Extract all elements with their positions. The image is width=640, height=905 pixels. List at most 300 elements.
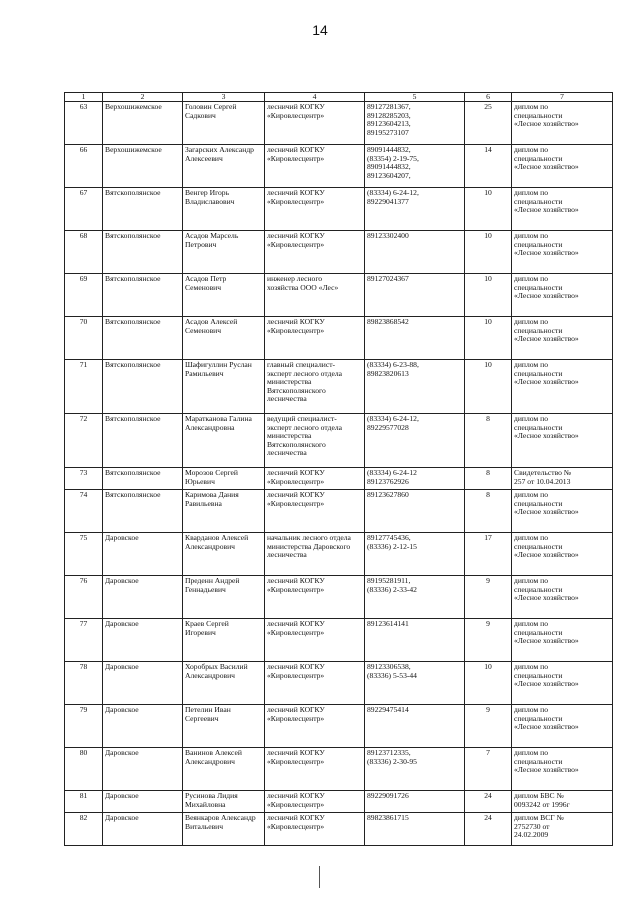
position-cell — [265, 188, 365, 231]
phone-cell-line: 89123627860 — [367, 490, 409, 499]
position-cell — [265, 576, 365, 619]
education-cell-line: диплом по — [514, 576, 548, 585]
education-cell-line: «Лесное хозяйство» — [514, 334, 579, 344]
position-cell-line: лесничий КОГКУ — [267, 576, 325, 585]
education-cell-line: диплом по — [514, 619, 548, 628]
education-cell-line: 0093242 от 1996г — [514, 799, 570, 809]
phone-cell-line: 89123302400 — [367, 231, 409, 240]
phone-cell-line: 89195281911, — [367, 576, 411, 585]
education-cell-line: «Лесное хозяйство» — [514, 377, 579, 387]
position-cell — [265, 533, 365, 576]
employee-name-cell-line: Петрович — [185, 239, 217, 249]
education-cell — [512, 813, 613, 846]
position-cell-line: «Кировлесцентр» — [267, 153, 325, 163]
district-cell: Вятскополянское — [103, 360, 183, 414]
forest-staff-table — [64, 92, 613, 846]
education-cell-line: 24.02.2009 — [514, 830, 549, 840]
table-row — [65, 576, 613, 619]
column-header: 4 — [265, 93, 365, 102]
scan-mark — [319, 866, 320, 888]
phone-cell — [365, 619, 465, 662]
phone-cell-line: 89091444832, — [367, 145, 411, 154]
position-cell-line: «Кировлесцентр» — [267, 670, 325, 680]
position-cell-line: лесничий КОГКУ — [267, 791, 325, 800]
phone-cell — [365, 705, 465, 748]
table-row — [65, 188, 613, 231]
employee-name-cell — [183, 576, 265, 619]
district-cell: Вятскополянское — [103, 317, 183, 360]
phone-cell-line: (83334) 6-23-88, — [367, 360, 419, 369]
position-cell — [265, 360, 365, 414]
education-cell-line: «Лесное хозяйство» — [514, 636, 579, 646]
position-cell-line: лесничий КОГКУ — [267, 813, 325, 822]
education-cell — [512, 274, 613, 317]
position-cell — [265, 102, 365, 145]
experience-cell: 10 — [465, 231, 512, 274]
experience-cell: 24 — [465, 791, 512, 813]
phone-cell — [365, 274, 465, 317]
position-cell-line: лесничества — [267, 394, 307, 404]
phone-cell-line: 89123604207, — [367, 170, 411, 180]
position-cell-line: эксперт лесного отдела — [267, 422, 342, 432]
education-cell-line: диплом по — [514, 533, 548, 542]
education-cell-line: «Лесное хозяйство» — [514, 291, 579, 301]
employee-name-cell-line: Шафигуллин Руслан — [185, 360, 252, 369]
district-cell: Вятскополянское — [103, 188, 183, 231]
education-cell-line: «Лесное хозяйство» — [514, 507, 579, 517]
education-cell-line: специальности — [514, 541, 563, 551]
education-cell-line: специальности — [514, 756, 563, 766]
district-cell: Верхошижемское — [103, 102, 183, 145]
table-row — [65, 145, 613, 188]
position-cell-line: лесничий КОГКУ — [267, 188, 325, 197]
position-cell-line: лесничий КОГКУ — [267, 468, 325, 477]
position-cell-line: лесничий КОГКУ — [267, 619, 325, 628]
employee-name-cell-line: Рамильевич — [185, 368, 224, 378]
phone-cell — [365, 360, 465, 414]
phone-cell-line: 89229041377 — [367, 196, 409, 206]
table-row — [65, 533, 613, 576]
district-cell: Даровское — [103, 791, 183, 813]
employee-name-cell-line: Асадов Петр — [185, 274, 227, 283]
district-cell: Даровское — [103, 576, 183, 619]
education-cell-line: «Лесное хозяйство» — [514, 248, 579, 258]
position-cell-line: эксперт лесного отдела — [267, 368, 342, 378]
phone-cell-line: (83334) 6-24-12, — [367, 414, 419, 423]
position-cell-line: «Кировлесцентр» — [267, 239, 325, 249]
employee-name-cell — [183, 748, 265, 791]
phone-cell-line: 89123762926 — [367, 476, 409, 486]
table-row — [65, 317, 613, 360]
table-row — [65, 231, 613, 274]
position-cell-line: «Кировлесцентр» — [267, 476, 325, 486]
experience-cell: 9 — [465, 619, 512, 662]
phone-cell — [365, 468, 465, 490]
position-cell-line: министерства — [267, 431, 312, 441]
district-cell: Даровское — [103, 533, 183, 576]
education-cell-line: специальности — [514, 498, 563, 508]
position-cell-line: «Кировлесцентр» — [267, 799, 325, 809]
education-cell — [512, 748, 613, 791]
phone-cell-line: (83336) 2-33-42 — [367, 584, 417, 594]
education-cell-line: диплом по — [514, 317, 548, 326]
position-cell-line: лесничий КОГКУ — [267, 145, 325, 154]
experience-cell: 7 — [465, 748, 512, 791]
table-row — [65, 274, 613, 317]
employee-name-cell-line: Александрович — [185, 541, 235, 551]
phone-cell — [365, 662, 465, 705]
education-cell-line: диплом по — [514, 414, 548, 423]
district-cell: Даровское — [103, 748, 183, 791]
employee-name-cell — [183, 102, 265, 145]
education-cell — [512, 662, 613, 705]
row-number: 71 — [65, 360, 103, 414]
education-cell-line: «Лесное хозяйство» — [514, 679, 579, 689]
employee-name-cell — [183, 619, 265, 662]
experience-cell: 8 — [465, 414, 512, 468]
employee-name-cell-line: Геннадьевич — [185, 584, 226, 594]
education-cell — [512, 360, 613, 414]
education-cell-line: «Лесное хозяйство» — [514, 431, 579, 441]
phone-cell-line: 89229577028 — [367, 422, 409, 432]
table-row — [65, 490, 613, 533]
position-cell-line: лесничий КОГКУ — [267, 705, 325, 714]
phone-cell-line: 89823820613 — [367, 368, 409, 378]
district-cell: Даровское — [103, 662, 183, 705]
experience-cell: 10 — [465, 188, 512, 231]
employee-name-cell — [183, 490, 265, 533]
table-row — [65, 619, 613, 662]
position-cell-line: «Кировлесцентр» — [267, 196, 325, 206]
table-row — [65, 791, 613, 813]
experience-cell: 10 — [465, 662, 512, 705]
employee-name-cell-line: Ванинов Алексей — [185, 748, 242, 757]
education-cell-line: специальности — [514, 153, 563, 163]
phone-cell-line: 89091444832, — [367, 162, 411, 172]
phone-cell-line: (83336) 2-12-15 — [367, 541, 417, 551]
position-cell-line: Вятскополянского — [267, 385, 326, 395]
position-cell-line: «Кировлесцентр» — [267, 110, 325, 120]
position-cell — [265, 813, 365, 846]
row-number: 67 — [65, 188, 103, 231]
position-cell-line: Вятскополянского — [267, 439, 326, 449]
education-cell-line: диплом по — [514, 748, 548, 757]
table-row — [65, 748, 613, 791]
employee-name-cell — [183, 533, 265, 576]
education-cell-line: диплом по — [514, 274, 548, 283]
position-cell — [265, 490, 365, 533]
education-cell-line: диплом по — [514, 360, 548, 369]
education-cell-line: специальности — [514, 422, 563, 432]
position-cell-line: лесничий КОГКУ — [267, 317, 325, 326]
employee-name-cell-line: Русинова Лидия — [185, 791, 238, 800]
phone-cell-line: 89123712335, — [367, 748, 411, 757]
employee-name-cell-line: Юрьевич — [185, 476, 215, 486]
row-number: 79 — [65, 705, 103, 748]
position-cell-line: хозяйства ООО «Лес» — [267, 282, 339, 292]
row-number: 70 — [65, 317, 103, 360]
position-cell-line: главный специалист- — [267, 360, 336, 369]
education-cell-line: специальности — [514, 282, 563, 292]
district-cell: Даровское — [103, 619, 183, 662]
employee-name-cell-line: Александрович — [185, 756, 235, 766]
row-number: 63 — [65, 102, 103, 145]
employee-name-cell-line: Преденн Андрей — [185, 576, 240, 585]
position-cell — [265, 619, 365, 662]
position-cell-line: «Кировлесцентр» — [267, 821, 325, 831]
employee-name-cell-line: Краев Сергей — [185, 619, 229, 628]
education-cell — [512, 468, 613, 490]
education-cell-line: диплом БВС № — [514, 791, 564, 800]
employee-name-cell-line: Равильевна — [185, 498, 222, 508]
education-cell-line: Свидетельство № — [514, 468, 572, 477]
position-cell-line: лесничества — [267, 550, 307, 560]
employee-name-cell-line: Веянкаров Александр — [185, 813, 256, 822]
education-cell-line: «Лесное хозяйство» — [514, 550, 579, 560]
education-cell — [512, 188, 613, 231]
experience-cell: 9 — [465, 576, 512, 619]
education-cell-line: специальности — [514, 713, 563, 723]
column-header: 7 — [512, 93, 613, 102]
district-cell: Вятскополянское — [103, 274, 183, 317]
education-cell-line: специальности — [514, 239, 563, 249]
employee-name-cell-line: Каримова Дания — [185, 490, 239, 499]
employee-name-cell-line: Алексеевич — [185, 153, 223, 163]
experience-cell: 8 — [465, 468, 512, 490]
row-number: 76 — [65, 576, 103, 619]
position-cell-line: министерства — [267, 377, 312, 387]
phone-cell-line: 89127281367, — [367, 102, 411, 111]
row-number: 69 — [65, 274, 103, 317]
position-cell-line: лесничий КОГКУ — [267, 662, 325, 671]
district-cell: Даровское — [103, 813, 183, 846]
phone-cell-line: 89123306538, — [367, 662, 411, 671]
position-cell-line: министерства Даровского — [267, 541, 351, 551]
experience-cell: 17 — [465, 533, 512, 576]
phone-cell — [365, 145, 465, 188]
employee-name-cell-line: Семенович — [185, 325, 222, 335]
employee-name-cell-line: Маратканова Галина — [185, 414, 252, 423]
phone-cell-line: (83354) 2-19-75, — [367, 153, 419, 163]
phone-cell-line: 89127024367 — [367, 274, 409, 283]
district-cell: Вятскополянское — [103, 231, 183, 274]
phone-cell — [365, 576, 465, 619]
position-cell-line: «Кировлесцентр» — [267, 498, 325, 508]
education-cell-line: специальности — [514, 196, 563, 206]
row-number: 73 — [65, 468, 103, 490]
row-number: 74 — [65, 490, 103, 533]
education-cell-line: специальности — [514, 325, 563, 335]
row-number: 77 — [65, 619, 103, 662]
phone-cell-line: 89123614141 — [367, 619, 409, 628]
phone-cell — [365, 791, 465, 813]
district-cell: Вятскополянское — [103, 468, 183, 490]
education-cell — [512, 102, 613, 145]
position-cell-line: «Кировлесцентр» — [267, 627, 325, 637]
employee-name-cell-line: Головин Сергей — [185, 102, 237, 111]
employee-name-cell — [183, 813, 265, 846]
education-cell — [512, 490, 613, 533]
education-cell-line: специальности — [514, 584, 563, 594]
experience-cell: 10 — [465, 360, 512, 414]
education-cell-line: 257 от 10.04.2013 — [514, 476, 571, 486]
phone-cell-line: 89123604213, — [367, 119, 411, 129]
employee-name-cell-line: Петелин Иван — [185, 705, 231, 714]
position-cell — [265, 705, 365, 748]
employee-name-cell-line: Михайловна — [185, 799, 226, 809]
row-number: 82 — [65, 813, 103, 846]
phone-cell-line: (83336) 5-53-44 — [367, 670, 417, 680]
column-header: 6 — [465, 93, 512, 102]
position-cell-line: «Кировлесцентр» — [267, 325, 325, 335]
education-cell — [512, 705, 613, 748]
education-cell-line: специальности — [514, 627, 563, 637]
employee-name-cell — [183, 791, 265, 813]
position-cell-line: лесничий КОГКУ — [267, 748, 325, 757]
experience-cell: 14 — [465, 145, 512, 188]
education-cell-line: диплом по — [514, 490, 548, 499]
education-cell-line: диплом ВСГ № — [514, 813, 564, 822]
education-cell — [512, 619, 613, 662]
phone-cell-line: (83336) 2-30-95 — [367, 756, 417, 766]
row-number: 81 — [65, 791, 103, 813]
employee-name-cell-line: Сергеевич — [185, 713, 219, 723]
employee-name-cell-line: Садкович — [185, 110, 216, 120]
table-row — [65, 813, 613, 846]
experience-cell: 10 — [465, 317, 512, 360]
education-cell-line: «Лесное хозяйство» — [514, 593, 579, 603]
position-cell-line: лесничий КОГКУ — [267, 490, 325, 499]
employee-name-cell-line: Игоревич — [185, 627, 216, 637]
position-cell-line: лесничества — [267, 448, 307, 458]
education-cell — [512, 231, 613, 274]
phone-cell-line: 89229475414 — [367, 705, 409, 714]
row-number: 80 — [65, 748, 103, 791]
employee-name-cell — [183, 188, 265, 231]
table-row — [65, 414, 613, 468]
education-cell-line: «Лесное хозяйство» — [514, 765, 579, 775]
position-cell-line: «Кировлесцентр» — [267, 713, 325, 723]
table-row — [65, 468, 613, 490]
education-cell-line: диплом по — [514, 231, 548, 240]
table-row — [65, 360, 613, 414]
row-number: 78 — [65, 662, 103, 705]
employee-name-cell-line: Кварданов Алексей — [185, 533, 249, 542]
experience-cell: 8 — [465, 490, 512, 533]
education-cell-line: «Лесное хозяйство» — [514, 722, 579, 732]
education-cell — [512, 414, 613, 468]
phone-cell — [365, 102, 465, 145]
education-cell — [512, 791, 613, 813]
education-cell-line: диплом по — [514, 662, 548, 671]
employee-name-cell — [183, 468, 265, 490]
position-cell — [265, 274, 365, 317]
education-cell-line: «Лесное хозяйство» — [514, 119, 579, 129]
position-cell-line: начальник лесного отдела — [267, 533, 351, 542]
column-header: 1 — [65, 93, 103, 102]
table-body — [65, 102, 613, 846]
phone-cell-line: (83334) 6-24-12 — [367, 468, 417, 477]
row-number: 72 — [65, 414, 103, 468]
table-row — [65, 705, 613, 748]
employee-name-cell-line: Морозов Сергей — [185, 468, 238, 477]
phone-cell — [365, 231, 465, 274]
district-cell: Вятскополянское — [103, 414, 183, 468]
employee-name-cell — [183, 662, 265, 705]
position-cell-line: «Кировлесцентр» — [267, 756, 325, 766]
position-cell — [265, 317, 365, 360]
experience-cell: 24 — [465, 813, 512, 846]
phone-cell — [365, 533, 465, 576]
table-row — [65, 662, 613, 705]
education-cell-line: «Лесное хозяйство» — [514, 205, 579, 215]
employee-name-cell — [183, 360, 265, 414]
education-cell-line: специальности — [514, 110, 563, 120]
position-cell — [265, 468, 365, 490]
phone-cell — [365, 813, 465, 846]
employee-name-cell-line: Витальевич — [185, 821, 224, 831]
position-cell — [265, 662, 365, 705]
position-cell — [265, 791, 365, 813]
education-cell-line: диплом по — [514, 102, 548, 111]
row-number: 68 — [65, 231, 103, 274]
position-cell — [265, 748, 365, 791]
header-row — [65, 93, 613, 102]
education-cell-line: специальности — [514, 368, 563, 378]
employee-name-cell-line: Венгер Игорь — [185, 188, 230, 197]
education-cell — [512, 145, 613, 188]
page-number: 14 — [312, 22, 328, 38]
phone-cell — [365, 490, 465, 533]
education-cell — [512, 317, 613, 360]
position-cell-line: ведущий специалист- — [267, 414, 337, 423]
phone-cell-line: 89127745436, — [367, 533, 411, 542]
phone-cell-line: 89823868542 — [367, 317, 409, 326]
column-header: 2 — [103, 93, 183, 102]
district-cell: Вятскополянское — [103, 490, 183, 533]
education-cell-line: диплом по — [514, 145, 548, 154]
phone-cell — [365, 414, 465, 468]
phone-cell-line: 89195273107 — [367, 127, 409, 137]
education-cell-line: 2752730 от — [514, 821, 550, 831]
employee-name-cell — [183, 231, 265, 274]
position-cell-line: лесничий КОГКУ — [267, 231, 325, 240]
experience-cell: 10 — [465, 274, 512, 317]
education-cell-line: диплом по — [514, 705, 548, 714]
row-number: 66 — [65, 145, 103, 188]
employee-name-cell-line: Асадов Марсель — [185, 231, 239, 240]
employee-name-cell-line: Хоробрых Василий — [185, 662, 248, 671]
phone-cell-line: 89128285203, — [367, 110, 411, 120]
employee-name-cell — [183, 317, 265, 360]
position-cell — [265, 145, 365, 188]
education-cell — [512, 576, 613, 619]
column-header: 5 — [365, 93, 465, 102]
employee-name-cell-line: Владиславович — [185, 196, 235, 206]
phone-cell-line: 89823861715 — [367, 813, 409, 822]
experience-cell: 25 — [465, 102, 512, 145]
employee-name-cell-line: Александрович — [185, 670, 235, 680]
employee-name-cell-line: Загарских Александр — [185, 145, 254, 154]
employee-name-cell-line: Александровна — [185, 422, 235, 432]
employee-name-cell — [183, 274, 265, 317]
education-cell-line: диплом по — [514, 188, 548, 197]
employee-name-cell — [183, 414, 265, 468]
position-cell — [265, 414, 365, 468]
column-header: 3 — [183, 93, 265, 102]
education-cell — [512, 533, 613, 576]
employee-name-cell — [183, 705, 265, 748]
